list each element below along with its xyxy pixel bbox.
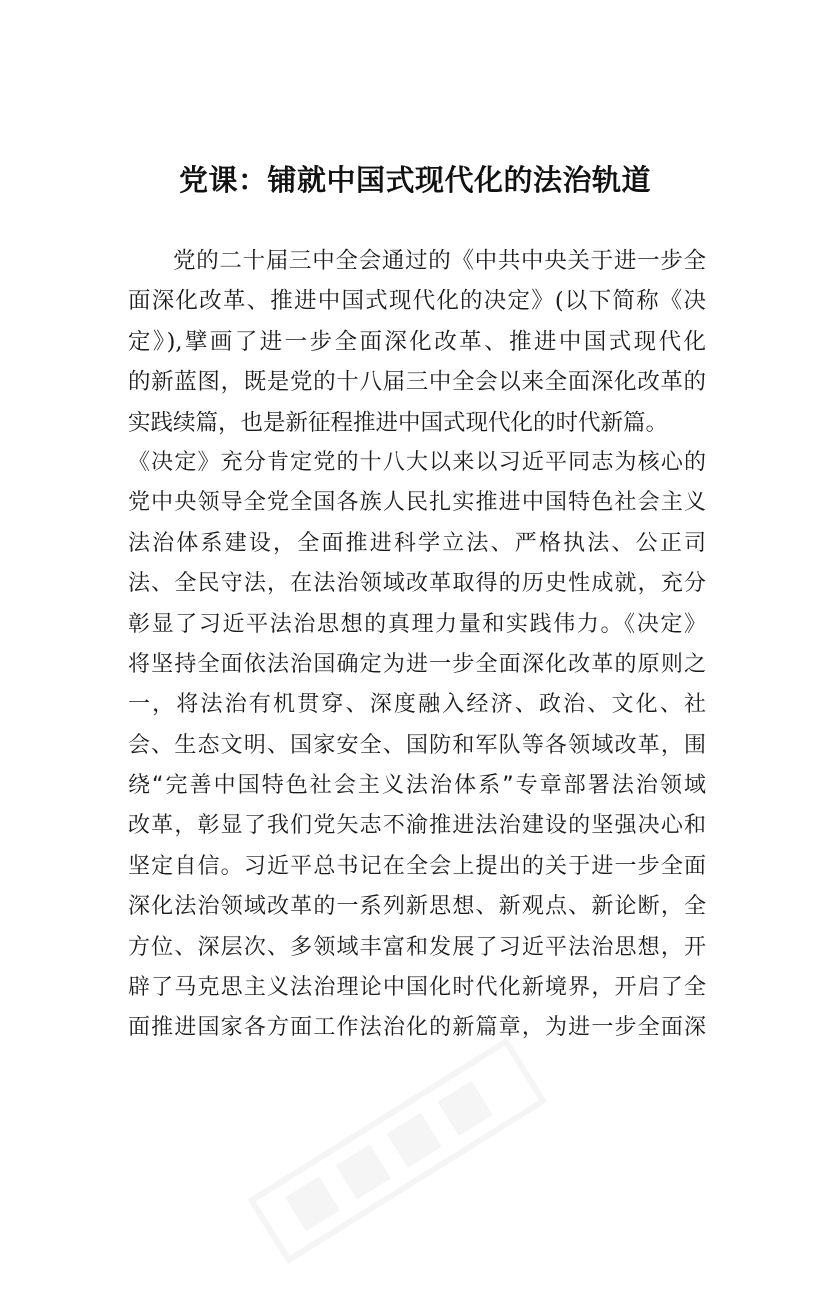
paragraph-line: 将坚持全面依法治国确定为进一步全面深化改革的原则之 [128, 651, 706, 677]
paragraph-line: 《决定》充分肯定党的十八大以来以习近平同志为核心的 [128, 449, 706, 475]
paragraph-line: 彰显了习近平法治思想的真理力量和实践伟力。《决定》 [128, 611, 706, 637]
watermark-graphic [233, 1019, 568, 1290]
paragraph-line: 会、生态文明、国家安全、国防和军队等各领域改革，围 [128, 732, 706, 758]
paragraph-line: 定》),擘画了进一步全面深化改革、推进中国式现代化 [128, 328, 706, 355]
paragraph-line: 实践续篇，也是新征程推进中国式现代化的时代新篇。 [128, 409, 669, 436]
document-title: 党课：铺就中国式现代化的法治轨道 [178, 163, 651, 197]
paragraph-line: 面推进国家各方面工作法治化的新篇章，为进一步全面深 [128, 1015, 706, 1041]
paragraph-line: 绕“完善中国特色社会主义法治体系”专章部署法治领域 [128, 773, 706, 799]
paragraph-line: 的新蓝图，既是党的十八届三中全会以来全面深化改革的 [128, 369, 706, 396]
paragraph-line: 法治体系建设，全面推进科学立法、严格执法、公正司 [128, 530, 706, 556]
paragraph-line: 党中央领导全党全国各族人民扎实推进中国特色社会主义 [128, 490, 706, 516]
document-body [128, 241, 706, 1049]
paragraph-line: 辟了马克思主义法治理论中国化时代化新境界，开启了全 [128, 975, 706, 1001]
paragraph-line: 法、全民守法，在法治领域改革取得的历史性成就，充分 [128, 571, 706, 597]
paragraph-line: 深化法治领域改革的一系列新思想、新观点、新论断，全 [128, 894, 706, 920]
paragraph-line: 党的二十届三中全会通过的《中共中央关于进一步全 [173, 248, 706, 274]
paragraph-line: 坚定自信。习近平总书记在全会上提出的关于进一步全面 [128, 853, 706, 879]
paragraph-line: 方位、深层次、多领域丰富和发展了习近平法治思想，开 [128, 934, 706, 960]
paragraph-line: 一，将法治有机贯穿、深度融入经济、政治、文化、社 [128, 692, 706, 718]
paragraph-line: 面深化改革、推进中国式现代化的决定》(以下简称《决 [128, 288, 706, 315]
paragraph-line: 改革，彰显了我们党矢志不渝推进法治建设的坚强决心和 [128, 813, 706, 839]
